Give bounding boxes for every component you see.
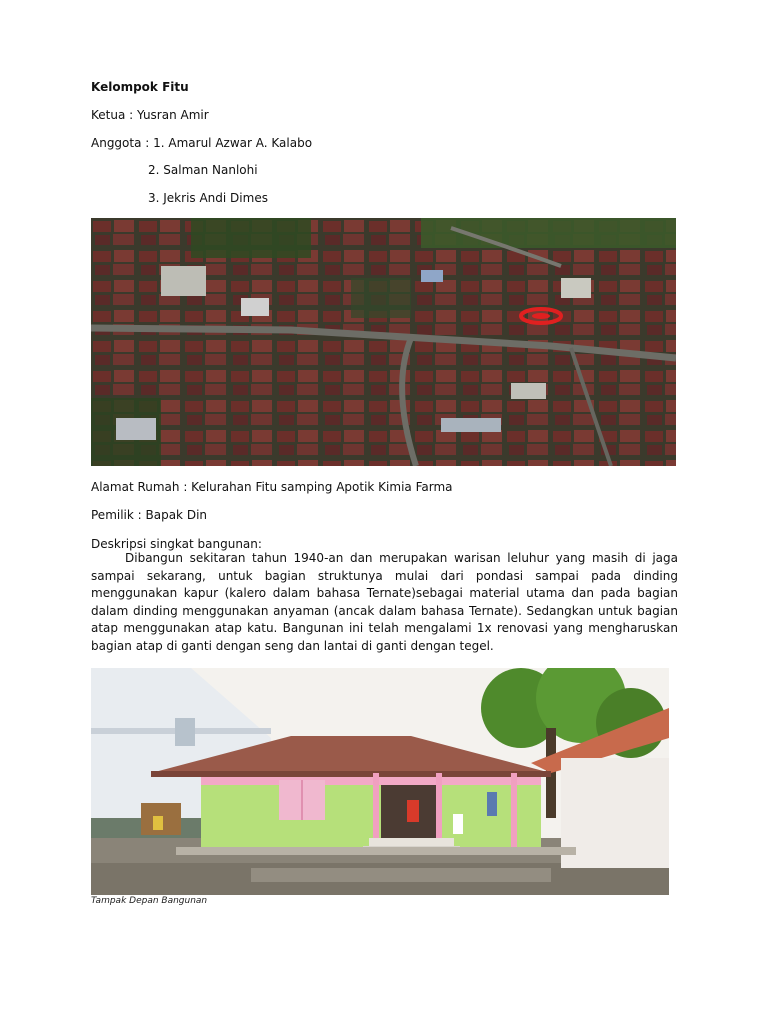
member-line-3: 3. Jekris Andi Dimes xyxy=(148,191,268,205)
address-line: Alamat Rumah : Kelurahan Fitu samping Apotik Kimia Farma xyxy=(91,480,453,494)
satellite-map-image xyxy=(91,218,676,466)
description-label: Deskripsi singkat bangunan: xyxy=(91,537,262,551)
owner-line: Pemilik : Bapak Din xyxy=(91,508,208,522)
building-front-photo xyxy=(91,668,669,895)
member-line-2: 2. Salman Nanlohi xyxy=(148,163,258,177)
leader-line: Ketua : Yusran Amir xyxy=(91,108,209,122)
description-paragraph: Dibangun sekitaran tahun 1940-an dan merupakan warisan leluhur yang masih di jaga sampai sekarang, untuk bagian struktunya mulai dari pondasi sampai pada dinding menggunakan kapur (kalero dalam bahasa Ternate)sebagai material utama dan pada bagian dalam dinding menggunakan anyaman (ancak dalam bahasa Ternate). Sedangkan untuk bagian atap menggunakan atap katu. Bangunan ini telah mengalami 1x renovasi yang mengharuskan bagian atap di ganti dengan seng dan lantai di ganti dengan tegel. xyxy=(91,551,678,653)
group-title: Kelompok Fitu xyxy=(91,80,189,94)
member-line-1: Anggota : 1. Amarul Azwar A. Kalabo xyxy=(91,136,313,150)
photo-caption: Tampak Depan Bangunan xyxy=(91,896,208,906)
